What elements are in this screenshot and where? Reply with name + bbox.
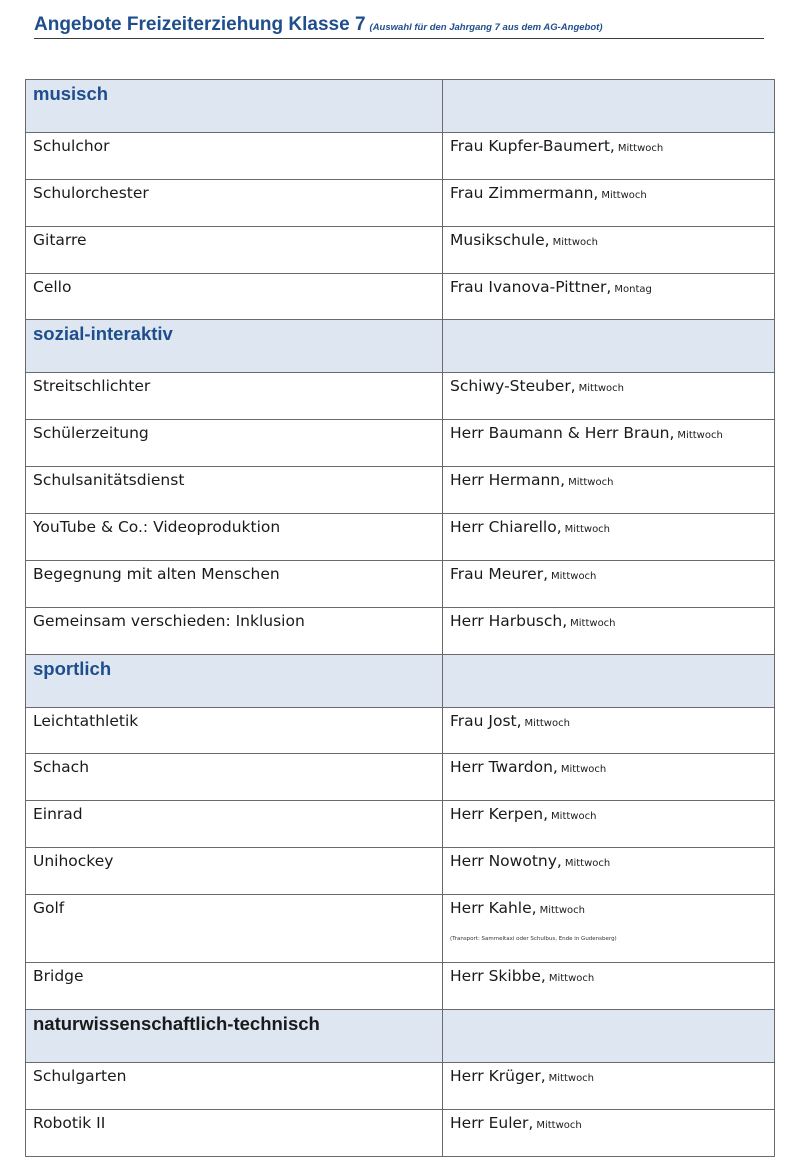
table-row — [26, 467, 775, 514]
section-header-row — [26, 320, 775, 373]
ag-day: Mittwoch — [551, 570, 597, 582]
ag-leader-cell — [443, 132, 775, 179]
section-header-row — [26, 654, 775, 707]
ag-name: Cello — [26, 273, 443, 320]
section-title: naturwissenschaftlich-technisch — [33, 1013, 320, 1035]
ag-day: Mittwoch — [524, 717, 570, 729]
ag-leader: Frau Kupfer-Baumert, — [450, 136, 615, 155]
ag-note: (Transport: Sammeltaxi oder Schulbus, Ende in Gudensberg) — [450, 936, 617, 943]
table-row — [26, 1109, 775, 1156]
ag-leader-cell — [443, 801, 775, 848]
ag-leader: Herr Nowotny, — [450, 852, 562, 871]
ag-leader-cell — [443, 226, 775, 273]
table-row — [26, 560, 775, 607]
ag-name: YouTube & Co.: Videoproduktion — [26, 514, 443, 561]
ag-day: Mittwoch — [548, 1072, 595, 1084]
table-row — [26, 754, 775, 801]
table-row — [26, 1062, 775, 1109]
ag-day: Mittwoch — [539, 905, 585, 917]
ag-name: Gitarre — [26, 226, 443, 273]
ag-day: Mittwoch — [560, 764, 607, 776]
ag-leader: Herr Hermann, — [450, 471, 566, 490]
ag-leader-cell — [443, 1109, 775, 1156]
ag-name: Streitschlichter — [26, 373, 443, 420]
ag-leader: Herr Baumann & Herr Braun, — [450, 424, 675, 443]
section-title: sportlich — [33, 657, 112, 679]
table-row — [26, 420, 775, 467]
ag-day: Mittwoch — [677, 430, 723, 442]
ag-leader: Frau Ivanova-Pittner, — [450, 277, 612, 296]
ag-day: Mittwoch — [570, 617, 616, 629]
ag-day: Montag — [614, 283, 652, 295]
table-row — [26, 848, 775, 895]
ag-name: Golf — [26, 895, 443, 963]
ag-leader-cell — [443, 607, 775, 654]
ag-name: Unihockey — [26, 848, 443, 895]
ag-leader: Frau Zimmermann, — [450, 183, 599, 202]
ag-leader: Herr Skibbe, — [450, 967, 546, 986]
ag-leader-cell — [443, 1062, 775, 1109]
table-row — [26, 226, 775, 273]
ag-name: Gemeinsam verschieden: Inklusion — [26, 607, 443, 654]
ag-leader: Herr Krüger, — [450, 1066, 546, 1085]
section-title: musisch — [33, 83, 109, 104]
ag-leader-cell — [443, 560, 775, 607]
table-row — [26, 273, 775, 320]
table-row — [26, 895, 775, 963]
ag-day: Mittwoch — [536, 1119, 582, 1131]
ag-leader: Schiwy-Steuber, — [450, 377, 576, 396]
ag-leader-cell — [443, 963, 775, 1010]
ag-leader-cell — [443, 514, 775, 561]
ag-day: Mittwoch — [551, 811, 597, 823]
section-title-cell — [26, 80, 443, 133]
title-main: Angebote Freizeiterziehung Klasse 7 — [34, 14, 366, 35]
ag-name: Schach — [26, 754, 443, 801]
section-empty-cell — [443, 654, 775, 707]
ag-day: Mittwoch — [552, 236, 598, 248]
ag-day: Mittwoch — [601, 189, 647, 201]
section-empty-cell — [443, 80, 775, 133]
ag-leader: Frau Meurer, — [450, 564, 549, 583]
table-row — [26, 132, 775, 179]
section-empty-cell — [443, 320, 775, 373]
ag-day: Mittwoch — [564, 858, 611, 870]
ag-leader: Herr Kerpen, — [450, 805, 549, 824]
ag-name: Schulgarten — [26, 1062, 443, 1109]
ag-leader-cell — [443, 895, 775, 963]
ag-leader-cell — [443, 179, 775, 226]
section-empty-cell — [443, 1010, 775, 1063]
ag-day: Mittwoch — [617, 142, 664, 154]
ag-leader-cell — [443, 707, 775, 754]
section-title-cell — [26, 1010, 443, 1063]
ag-name: Schulorchester — [26, 179, 443, 226]
table-row — [26, 514, 775, 561]
page-title — [34, 12, 764, 41]
ag-leader: Frau Jost, — [450, 711, 522, 730]
ag-day: Mittwoch — [548, 973, 595, 985]
ag-name: Schulsanitätsdienst — [26, 467, 443, 514]
section-title-cell — [26, 654, 443, 707]
table-row — [26, 373, 775, 420]
ag-leader: Musikschule, — [450, 230, 550, 249]
ag-name: Bridge — [26, 963, 443, 1010]
section-header-row — [26, 80, 775, 133]
ag-leader: Herr Twardon, — [450, 758, 558, 777]
ag-leader-cell — [443, 848, 775, 895]
ag-name: Robotik II — [26, 1109, 443, 1156]
ag-leader-cell — [443, 420, 775, 467]
table-row — [26, 607, 775, 654]
ag-leader-cell — [443, 754, 775, 801]
section-header-row — [26, 1010, 775, 1063]
ag-name: Einrad — [26, 801, 443, 848]
ag-day: Mittwoch — [564, 524, 611, 536]
ag-leader: Herr Kahle, — [450, 899, 537, 918]
ag-leader: Herr Chiarello, — [450, 518, 562, 537]
table-row — [26, 179, 775, 226]
section-title: sozial-interaktiv — [33, 323, 173, 345]
ag-name: Schulchor — [26, 132, 443, 179]
ag-name: Begegnung mit alten Menschen — [26, 560, 443, 607]
ag-leader: Herr Harbusch, — [450, 611, 568, 630]
ag-name: Leichtathletik — [26, 707, 443, 754]
ag-table — [25, 79, 775, 1157]
table-row — [26, 707, 775, 754]
ag-name: Schülerzeitung — [26, 420, 443, 467]
ag-leader-cell — [443, 373, 775, 420]
table-row — [26, 963, 775, 1010]
ag-leader: Herr Euler, — [450, 1113, 534, 1132]
ag-day: Mittwoch — [568, 477, 614, 489]
document-header — [34, 12, 764, 39]
ag-leader-cell — [443, 273, 775, 320]
title-subtitle: (Auswahl für den Jahrgang 7 aus dem AG-Angebot) — [369, 22, 603, 33]
ag-day: Mittwoch — [578, 383, 625, 395]
table-row — [26, 801, 775, 848]
ag-leader-cell — [443, 467, 775, 514]
ag-table-body — [26, 80, 775, 1157]
section-title-cell — [26, 320, 443, 373]
